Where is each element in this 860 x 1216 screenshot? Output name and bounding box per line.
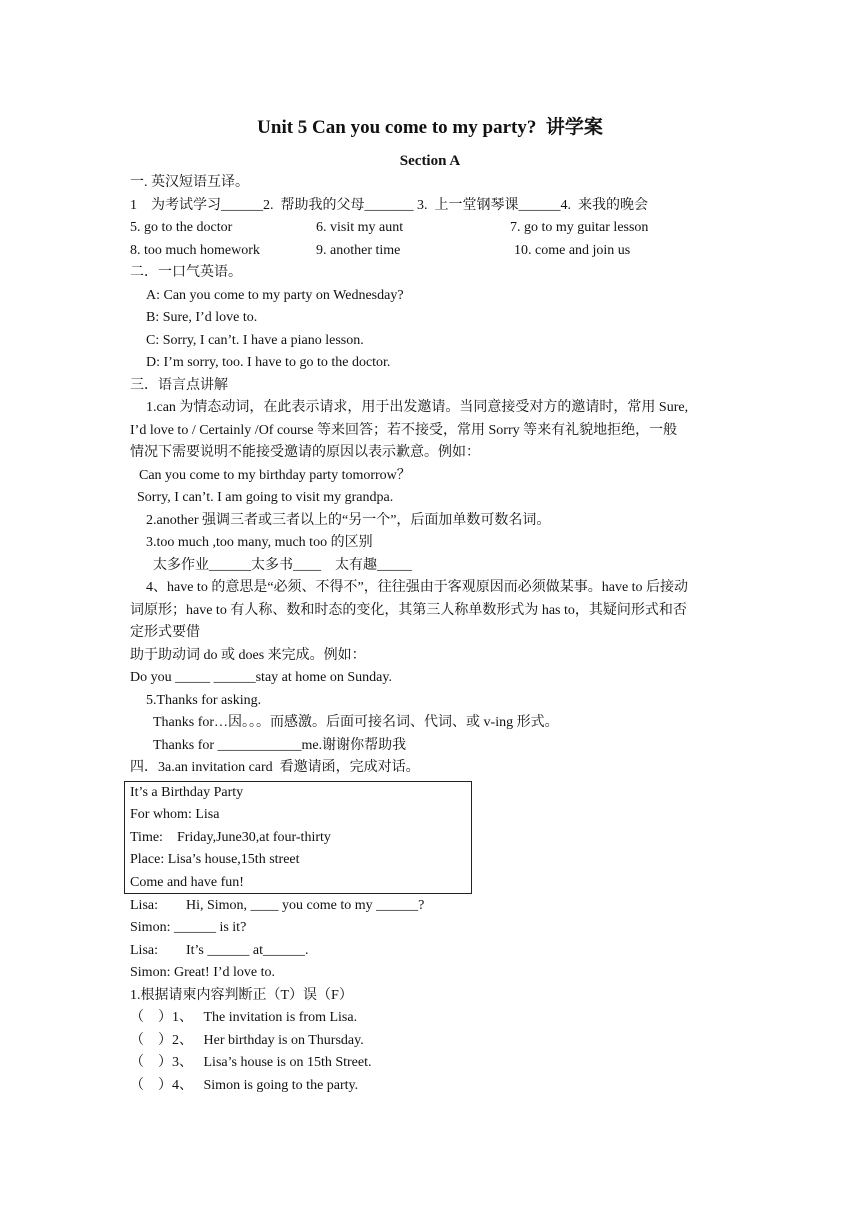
dialog-line: A: Can you come to my party on Wednesday? [146, 288, 404, 303]
point4-line4: 助于助动词 do 或 does 来完成。例如： [130, 648, 366, 663]
dialog-line: B: Sure, I’d love to. [146, 310, 258, 325]
point1-line2: I’d love to / Certainly /Of course 等来回答；若不接受，常用 Sorry 等来有礼貌地拒绝，一般 [130, 423, 678, 438]
phrase-10: 10. come and join us [514, 243, 631, 258]
part4-heading: 四．3a.an invitation card 看邀请函，完成对话。 [130, 760, 420, 775]
card-line: Place: Lisa’s house,15th street [130, 852, 300, 867]
dialog-blank-line: Simon: Great! I’d love to. [130, 965, 276, 980]
page-title: Unit 5 Can you come to my party? 讲学案 [257, 117, 603, 138]
tf-item: （ ）2、 Her birthday is on Thursday. [130, 1033, 364, 1048]
card-line: Come and have fun! [130, 875, 244, 890]
dialog-blank-line: Lisa: It’s ______ at______. [130, 943, 309, 958]
section-title: Section A [399, 153, 461, 169]
point4-example: Do you _____ ______stay at home on Sunday. [130, 670, 392, 685]
point5-exercise: Thanks for ____________me.谢谢你帮助我 [153, 738, 407, 753]
tf-item: （ ）3、 Lisa’s house is on 15th Street. [130, 1055, 372, 1070]
dialog-line: C: Sorry, I can’t. I have a piano lesson. [146, 333, 364, 348]
point4-line3: 定形式要借 [130, 625, 200, 640]
card-line: It’s a Birthday Party [130, 785, 244, 800]
phrase-5: 5. go to the doctor [130, 220, 233, 235]
invitation-card [124, 781, 472, 894]
point4-line1: 4、have to 的意思是“必须、不得不”，往往强由于客观原因而必须做某事。have to 后接动 [146, 580, 689, 595]
tf-heading: 1.根据请柬内容判断正（T）误（F） [130, 988, 353, 1003]
part3-heading: 三．语言点讲解 [130, 378, 228, 393]
point3-exercise: 太多作业______太多书____ 太有趣_____ [153, 558, 412, 573]
example-question: Can you come to my birthday party tomorrow？ [139, 468, 411, 483]
example-answer: Sorry, I can’t. I am going to visit my grandpa. [137, 490, 394, 505]
phrase-9: 9. another time [316, 243, 401, 258]
point2: 2.another 强调三者或三者以上的“另一个”，后面加单数可数名词。 [146, 513, 551, 528]
point5-explain: Thanks for…因。。。而感激。后面可接名词、代词、或 v-ing 形式。 [153, 715, 559, 730]
point1-line1: 1.can 为情态动词，在此表示请求，用于出发邀请。当同意接受对方的邀请时，常用 Sure, [146, 400, 689, 415]
tf-item: （ ）1、 The invitation is from Lisa. [130, 1010, 358, 1025]
part2-heading: 二．一口气英语。 [130, 265, 242, 280]
phrase-row-1: 1 为考试学习______2. 帮助我的父母_______ 3. 上一堂钢琴课______4. 来我的晚会 [130, 198, 648, 213]
point5: 5.Thanks for asking. [146, 693, 262, 708]
part1-heading: 一. 英汉短语互译。 [130, 175, 249, 190]
point4-line2: 词原形；have to 有人称、数和时态的变化，其第三人称单数形式为 has to，其疑问形式和否 [130, 603, 687, 618]
phrase-6: 6. visit my aunt [316, 220, 404, 235]
point1-line3: 情况下需要说明不能接受邀请的原因以表示歉意。例如： [130, 445, 480, 460]
card-line: Time: Friday,June30,at four-thirty [130, 830, 331, 845]
dialog-line: D: I’m sorry, too. I have to go to the doctor. [146, 355, 391, 370]
phrase-7: 7. go to my guitar lesson [510, 220, 649, 235]
dialog-blank-line: Lisa: Hi, Simon, ____ you come to my ______? [130, 898, 425, 913]
phrase-8: 8. too much homework [130, 243, 260, 258]
point3: 3.too much ,too many, much too 的区别 [146, 535, 373, 550]
dialog-blank-line: Simon: ______ is it? [130, 920, 247, 935]
card-line: For whom: Lisa [130, 807, 220, 822]
tf-item: （ ）4、 Simon is going to the party. [130, 1078, 359, 1093]
